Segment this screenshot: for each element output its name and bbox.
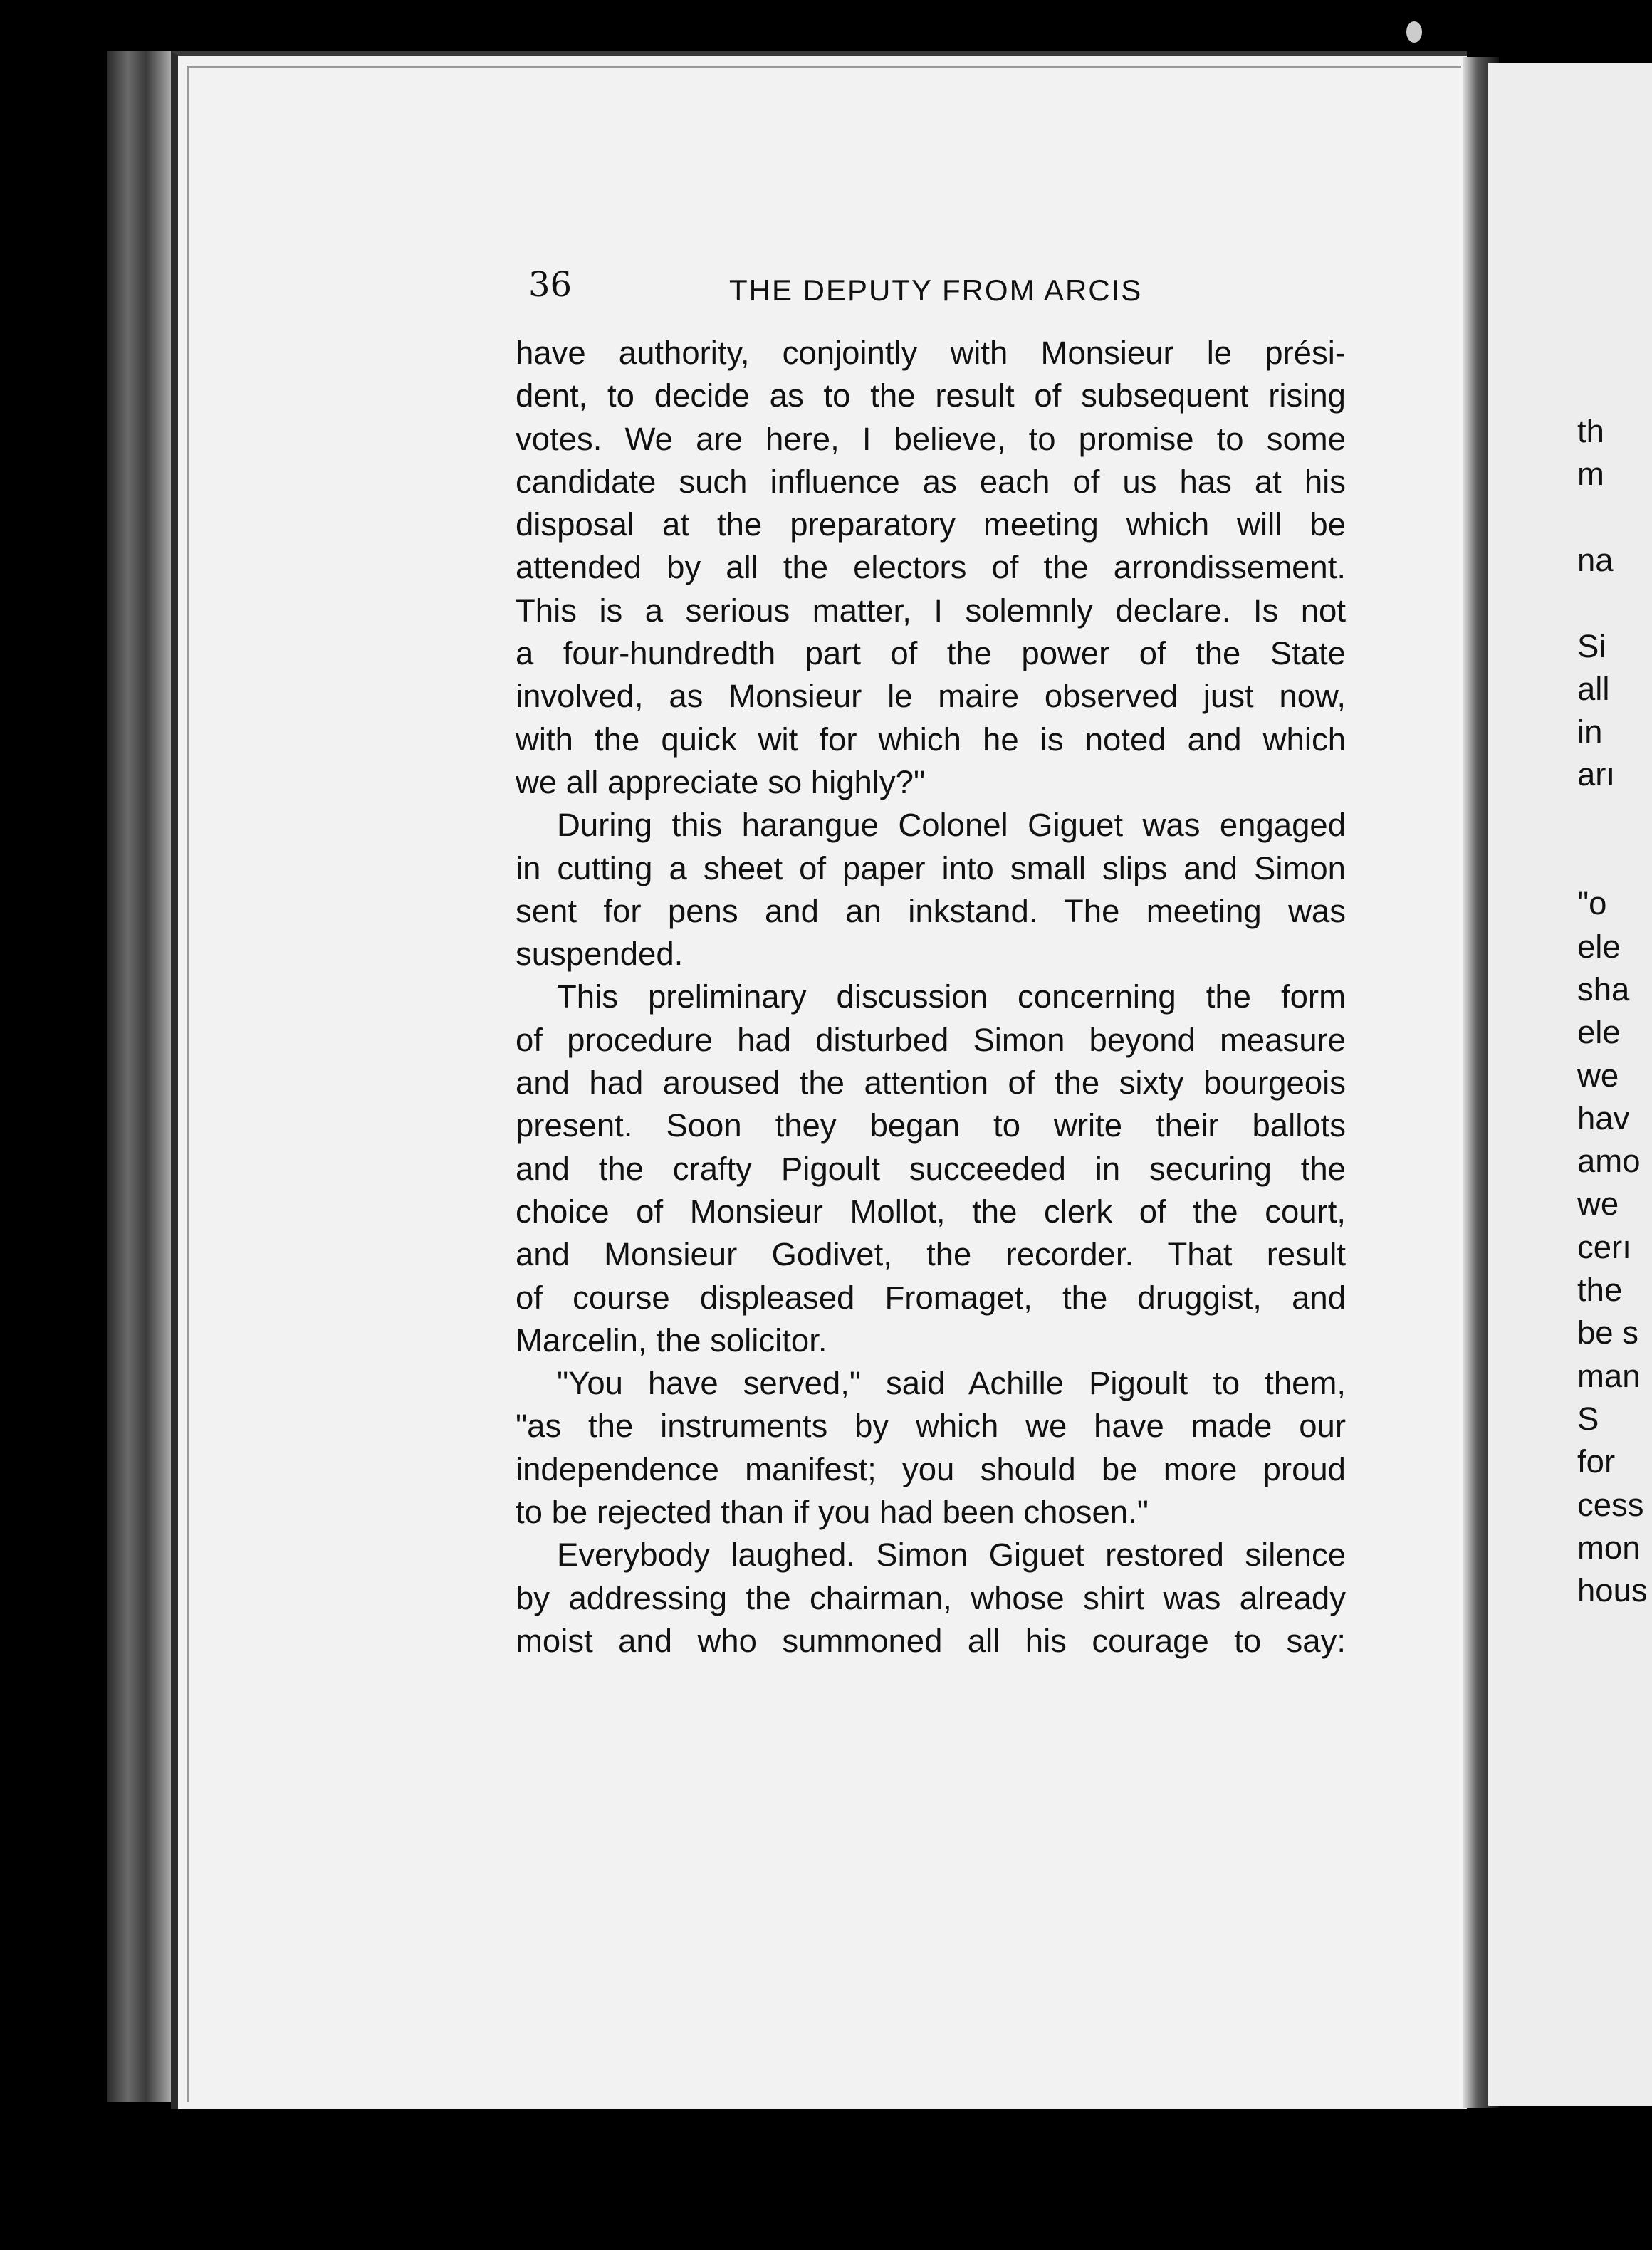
text-line: choice of Monsieur Mollot, the clerk of the court, xyxy=(516,1193,1346,1230)
text-line: by addressing the chairman, whose shirt was already xyxy=(516,1579,1346,1616)
right-page-fragment: all xyxy=(1577,670,1610,707)
right-page-fragment: man xyxy=(1577,1357,1641,1394)
text-line: present. Soon they began to write their ballots xyxy=(516,1107,1346,1144)
right-page-fragment: hous xyxy=(1577,1572,1648,1609)
text-line: Marcelin, the solicitor. xyxy=(516,1322,827,1359)
text-line: candidate such influence as each of us has at his xyxy=(516,463,1346,500)
text-line: have authority, conjointly with Monsieur le prési- xyxy=(516,335,1346,371)
running-head xyxy=(528,265,1340,315)
text-line: we all appreciate so highly?" xyxy=(516,763,926,800)
text-line: and the crafty Pigoult succeeded in securing the xyxy=(516,1150,1346,1187)
right-page-fragment: sha xyxy=(1577,970,1630,1008)
text-line: to be rejected than if you had been chosen." xyxy=(516,1494,1149,1531)
right-page-fragment: ele xyxy=(1577,928,1621,965)
right-page-fragment: cerı xyxy=(1577,1228,1631,1265)
right-page-fragment: th xyxy=(1577,413,1604,449)
text-line: This preliminary discussion concerning the form xyxy=(557,978,1346,1015)
text-line: "You have served," said Achille Pigoult to them, xyxy=(557,1365,1346,1402)
text-line: During this harangue Colonel Giguet was engaged xyxy=(557,807,1346,844)
right-page-fragment: arı xyxy=(1577,756,1616,793)
right-page xyxy=(1488,63,1652,2106)
right-page-fragment: mon xyxy=(1577,1529,1641,1566)
text-line: moist and who summoned all his courage to say: xyxy=(516,1622,1346,1659)
text-line: involved, as Monsieur le maire observed just now, xyxy=(516,678,1346,715)
text-line: attended by all the electors of the arrondissement. xyxy=(516,549,1346,586)
dust-speck xyxy=(1406,21,1422,43)
text-line: sent for pens and an inkstand. The meeting was xyxy=(516,892,1346,929)
text-line: a four-hundredth part of the power of the State xyxy=(516,635,1346,672)
text-line: This is a serious matter, I solemnly declare. Is not xyxy=(516,592,1346,629)
running-title: THE DEPUTY FROM ARCIS xyxy=(729,273,1143,307)
right-page-fragment: Si xyxy=(1577,627,1606,664)
right-page-fragment: be s xyxy=(1577,1314,1639,1351)
right-page-fragment: S xyxy=(1577,1400,1599,1437)
right-page-fragment: m xyxy=(1577,456,1604,493)
right-page-fragment: cess xyxy=(1577,1486,1644,1523)
right-page-fragment: na xyxy=(1577,541,1614,578)
right-page-fragment: ele xyxy=(1577,1014,1621,1051)
right-page-fragment: hav xyxy=(1577,1099,1630,1136)
text-line: "as the instruments by which we have made our xyxy=(516,1408,1346,1445)
text-line: and Monsieur Godivet, the recorder. That result xyxy=(516,1236,1346,1273)
right-page-fragment: for xyxy=(1577,1443,1616,1480)
page-number: 36 xyxy=(528,265,573,305)
book-spine-edge xyxy=(107,51,178,2102)
text-line: of procedure had disturbed Simon beyond measure xyxy=(516,1021,1346,1058)
right-page-fragment: in xyxy=(1577,713,1603,750)
text-line: suspended. xyxy=(516,936,684,973)
right-page-fragment: we xyxy=(1577,1186,1619,1223)
text-line: of course displeased Fromaget, the druggist, and xyxy=(516,1279,1346,1316)
text-line: Everybody laughed. Simon Giguet restored silence xyxy=(557,1537,1346,1574)
right-page-fragment: the xyxy=(1577,1272,1623,1308)
body-text xyxy=(516,332,1346,1663)
text-line: with the quick wit for which he is noted and which xyxy=(516,721,1346,758)
text-line: independence manifest; you should be more proud xyxy=(516,1450,1346,1487)
text-line: votes. We are here, I believe, to promise to some xyxy=(516,420,1346,457)
text-line: dent, to decide as to the result of subsequent rising xyxy=(516,377,1346,414)
right-page-fragment: "o xyxy=(1577,885,1607,922)
right-page-fragment: we xyxy=(1577,1057,1619,1094)
text-line: in cutting a sheet of paper into small slips and Simon xyxy=(516,849,1346,886)
text-line: disposal at the preparatory meeting which will be xyxy=(516,506,1346,543)
right-page-fragment: amo xyxy=(1577,1143,1641,1180)
text-line: and had aroused the attention of the sixty bourgeois xyxy=(516,1064,1346,1102)
